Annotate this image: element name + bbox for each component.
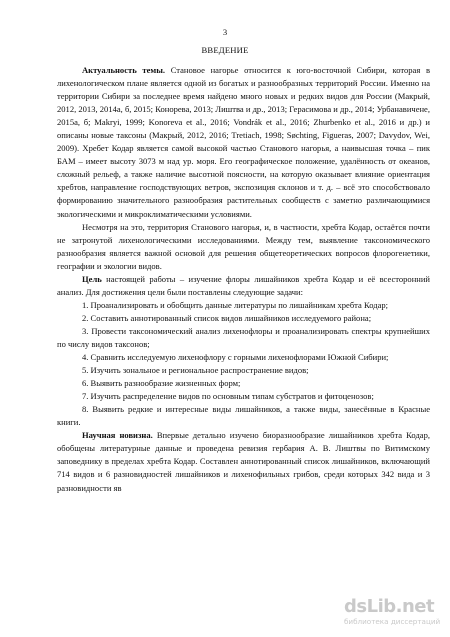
task-item: 7. Изучить распределение видов по основным типам субстратов и фитоценозов; — [82, 391, 374, 402]
body-text — [57, 64, 430, 495]
paragraph-text: Становое нагорье относится к юго-восточной Сибири, которая в лихенологическом плане является одной из богатых и разнообразных территорий России. Именно на территории Сибири за последнее время найдено много новых и редких видов для России (Макрый, 2012, 2013, 2014а, б, 2015; Конорева, 2013; Лиштва и др., 2013; Герасимова и др., 2014; Урбанавичене, 2015а, б; Makryi, 1999; Konoreva et al., 2016; Vondrák et al., 2016; Zhurbenko et al., 2016 и др.) и описаны новые таксоны (Макрый, 2012, 2016; Tretiach, 1998; Søchting, Figueras, 2007; Davydov, Wei, 2009). Хребет Кодар является самой высокой частью Станового нагорья, а наивысшая точка – пик БАМ – имеет высоту 3073 м над ур. моря. Его географическое положение, удалённость от океанов, сложный рельеф, а также наличие высотной поясности, на которую оказывает влияние ориентация хребтов, направление господствующих ветров, экспозиция склонов и т. д. – всё это способствовало формированию значительного разнообразия растительных сообществ с заметно различающимися экологическими и микроклиматическими условиями. — [57, 65, 430, 219]
page-number: 3 — [222, 27, 228, 37]
task-item: 2. Составить аннотированный список видов лишайников исследуемого района; — [82, 312, 372, 323]
watermark-logo: dsLib.net — [344, 596, 435, 617]
paragraph-text: настоящей работы – изучение флоры лишайников хребта Кодар и её всесторонний анализ. Для достижения цели были поставлены следующие задачи: — [57, 273, 430, 297]
paragraph-novelty — [57, 429, 430, 494]
paragraph-lead: Цель — [82, 273, 102, 284]
task-item: 8. Выявить редкие и интересные виды лишайников, а также виды, занесённые в Красные книги. — [57, 404, 430, 428]
paragraph-goal — [57, 273, 430, 299]
watermark-subtitle: библиотека диссертаций — [344, 617, 441, 626]
paragraph-text: Впервые детально изучено биоразнообразие лишайников хребта Кодар, обобщены литературные данные и проведена ревизия гербария А. В. Лиштвы по Витимскому заповеднику в пределах хребта Кодар. Составлен аннотированный список лишайников, включающий 714 видов и 6 разновидностей лишайников и лихенофильных грибов, среди которых 342 вида и 3 разновидности яв — [57, 430, 430, 493]
watermark — [344, 598, 442, 628]
task-item: 1. Проанализировать и обобщить данные литературы по лишайникам хребта Кодар; — [82, 299, 389, 310]
paragraph-lead: Научная новизна. — [82, 430, 153, 441]
paragraph-relevance — [57, 64, 430, 221]
paragraph-lead: Актуальность темы. — [82, 65, 166, 75]
task-item: 4. Сравнить исследуемую лихенофлору с горными лихенофлорами Южной Сибири; — [82, 352, 389, 363]
paragraph-research-gap: Несмотря на это, территория Станового нагорья, и, в частности, хребта Кодар, остаётся почти не затронутой лихенологическими исследованиями. Между тем, выявление таксономического разнообразия является важной основой для решения общетеоретических вопросов флорогенетики, географии и экологии видов. — [57, 221, 430, 271]
section-title: ВВЕДЕНИЕ — [201, 45, 249, 55]
task-item: 6. Выявить разнообразие жизненных форм; — [82, 378, 241, 389]
task-item: 5. Изучить зональное и региональное распространение видов; — [82, 365, 309, 376]
task-item: 3. Провести таксономический анализ лихенофлоры и проанализировать спектры крупнейших по числу видов таксонов; — [57, 325, 430, 349]
